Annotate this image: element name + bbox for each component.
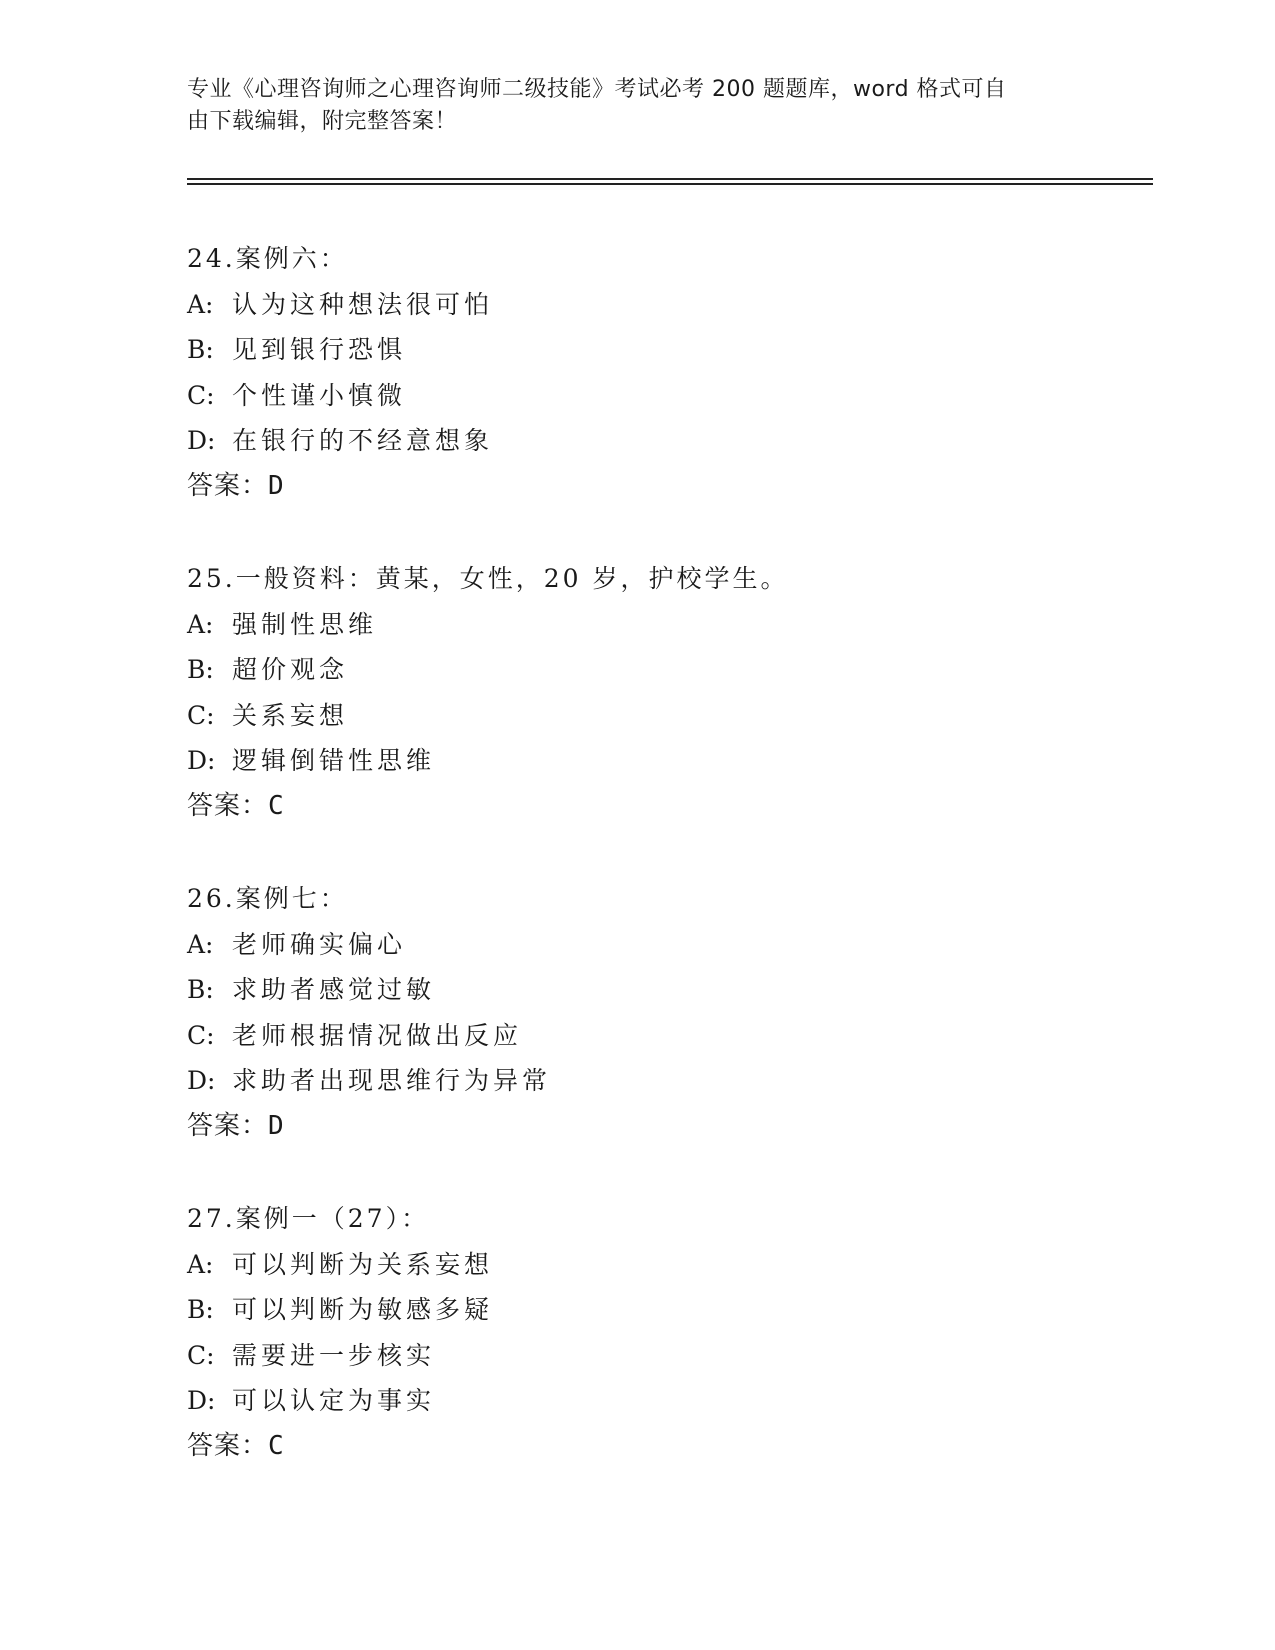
- option-c: [187, 693, 1147, 739]
- option-d: [187, 1378, 1147, 1424]
- answer-line: [187, 1104, 1147, 1150]
- question-stem: 25.一般资料：黄某，女性，20 岁，护校学生。: [187, 564, 789, 593]
- option-c: [187, 373, 1147, 419]
- option-key: D:: [187, 426, 216, 455]
- header-divider-bottom: [187, 183, 1153, 185]
- option-a: [187, 282, 1147, 328]
- option-a: [187, 602, 1147, 648]
- question-item: [187, 236, 1147, 556]
- header-line-1: 专业《心理咨询师之心理咨询师二级技能》考试必考 200 题题库，word 格式可自: [187, 77, 1007, 102]
- question-stem: 24.案例六：: [187, 244, 348, 273]
- option-key: A:: [187, 929, 214, 959]
- option-a: [187, 1242, 1147, 1288]
- option-text: 可以判断为敏感多疑: [232, 1295, 494, 1324]
- option-text: 需要进一步核实: [232, 1340, 436, 1370]
- answer-label: 答案：: [187, 1430, 269, 1461]
- option-text: 老师根据情况做出反应: [232, 1020, 523, 1050]
- option-key: B:: [187, 655, 214, 684]
- option-text: 逻辑倒错性思维: [232, 746, 436, 775]
- option-key: D:: [187, 746, 216, 775]
- answer-line: [187, 784, 1147, 830]
- option-text: 求助者出现思维行为异常: [232, 1066, 552, 1095]
- option-key: C:: [187, 1340, 215, 1370]
- option-text: 在银行的不经意想象: [232, 426, 494, 455]
- option-key: B:: [187, 975, 214, 1004]
- option-text: 强制性思维: [232, 609, 378, 639]
- option-a: [187, 922, 1147, 968]
- option-b: [187, 327, 1147, 373]
- question-item: [187, 1196, 1147, 1516]
- option-text: 超价观念: [232, 655, 349, 684]
- answer-line: [187, 1424, 1147, 1470]
- option-b: [187, 647, 1147, 693]
- question-item: [187, 556, 1147, 876]
- option-c: [187, 1333, 1147, 1379]
- option-key: D:: [187, 1386, 216, 1415]
- option-d: [187, 1058, 1147, 1104]
- answer-value: C: [268, 1430, 285, 1461]
- option-key: A:: [187, 609, 214, 639]
- document-header: [187, 74, 1067, 138]
- option-d: [187, 418, 1147, 464]
- option-text: 求助者感觉过敏: [232, 975, 436, 1004]
- option-key: D:: [187, 1066, 216, 1095]
- option-d: [187, 738, 1147, 784]
- option-c: [187, 1013, 1147, 1059]
- answer-label: 答案：: [187, 470, 269, 501]
- option-key: A:: [187, 1249, 214, 1279]
- option-text: 个性谨小慎微: [232, 380, 407, 410]
- option-b: [187, 967, 1147, 1013]
- option-key: C:: [187, 700, 215, 730]
- option-text: 可以认定为事实: [232, 1386, 436, 1415]
- option-text: 可以判断为关系妄想: [232, 1249, 494, 1279]
- option-key: A:: [187, 289, 214, 319]
- header-line-2: 由下载编辑，附完整答案！: [187, 109, 458, 134]
- question-item: [187, 876, 1147, 1196]
- answer-value: D: [268, 1110, 285, 1141]
- question-stem: 27.案例一（27）：: [187, 1204, 430, 1233]
- option-key: B:: [187, 1295, 214, 1324]
- option-text: 关系妄想: [232, 700, 349, 730]
- answer-line: [187, 464, 1147, 510]
- option-key: C:: [187, 380, 215, 410]
- answer-value: C: [268, 790, 285, 821]
- answer-label: 答案：: [187, 790, 269, 821]
- option-b: [187, 1287, 1147, 1333]
- answer-value: D: [268, 470, 285, 501]
- question-stem: 26.案例七：: [187, 884, 348, 913]
- option-text: 认为这种想法很可怕: [232, 289, 494, 319]
- option-key: B:: [187, 335, 214, 364]
- answer-label: 答案：: [187, 1110, 269, 1141]
- header-divider-top: [187, 178, 1153, 180]
- option-key: C:: [187, 1020, 215, 1050]
- question-list: [187, 236, 1147, 1516]
- option-text: 老师确实偏心: [232, 929, 407, 959]
- option-text: 见到银行恐惧: [232, 335, 407, 364]
